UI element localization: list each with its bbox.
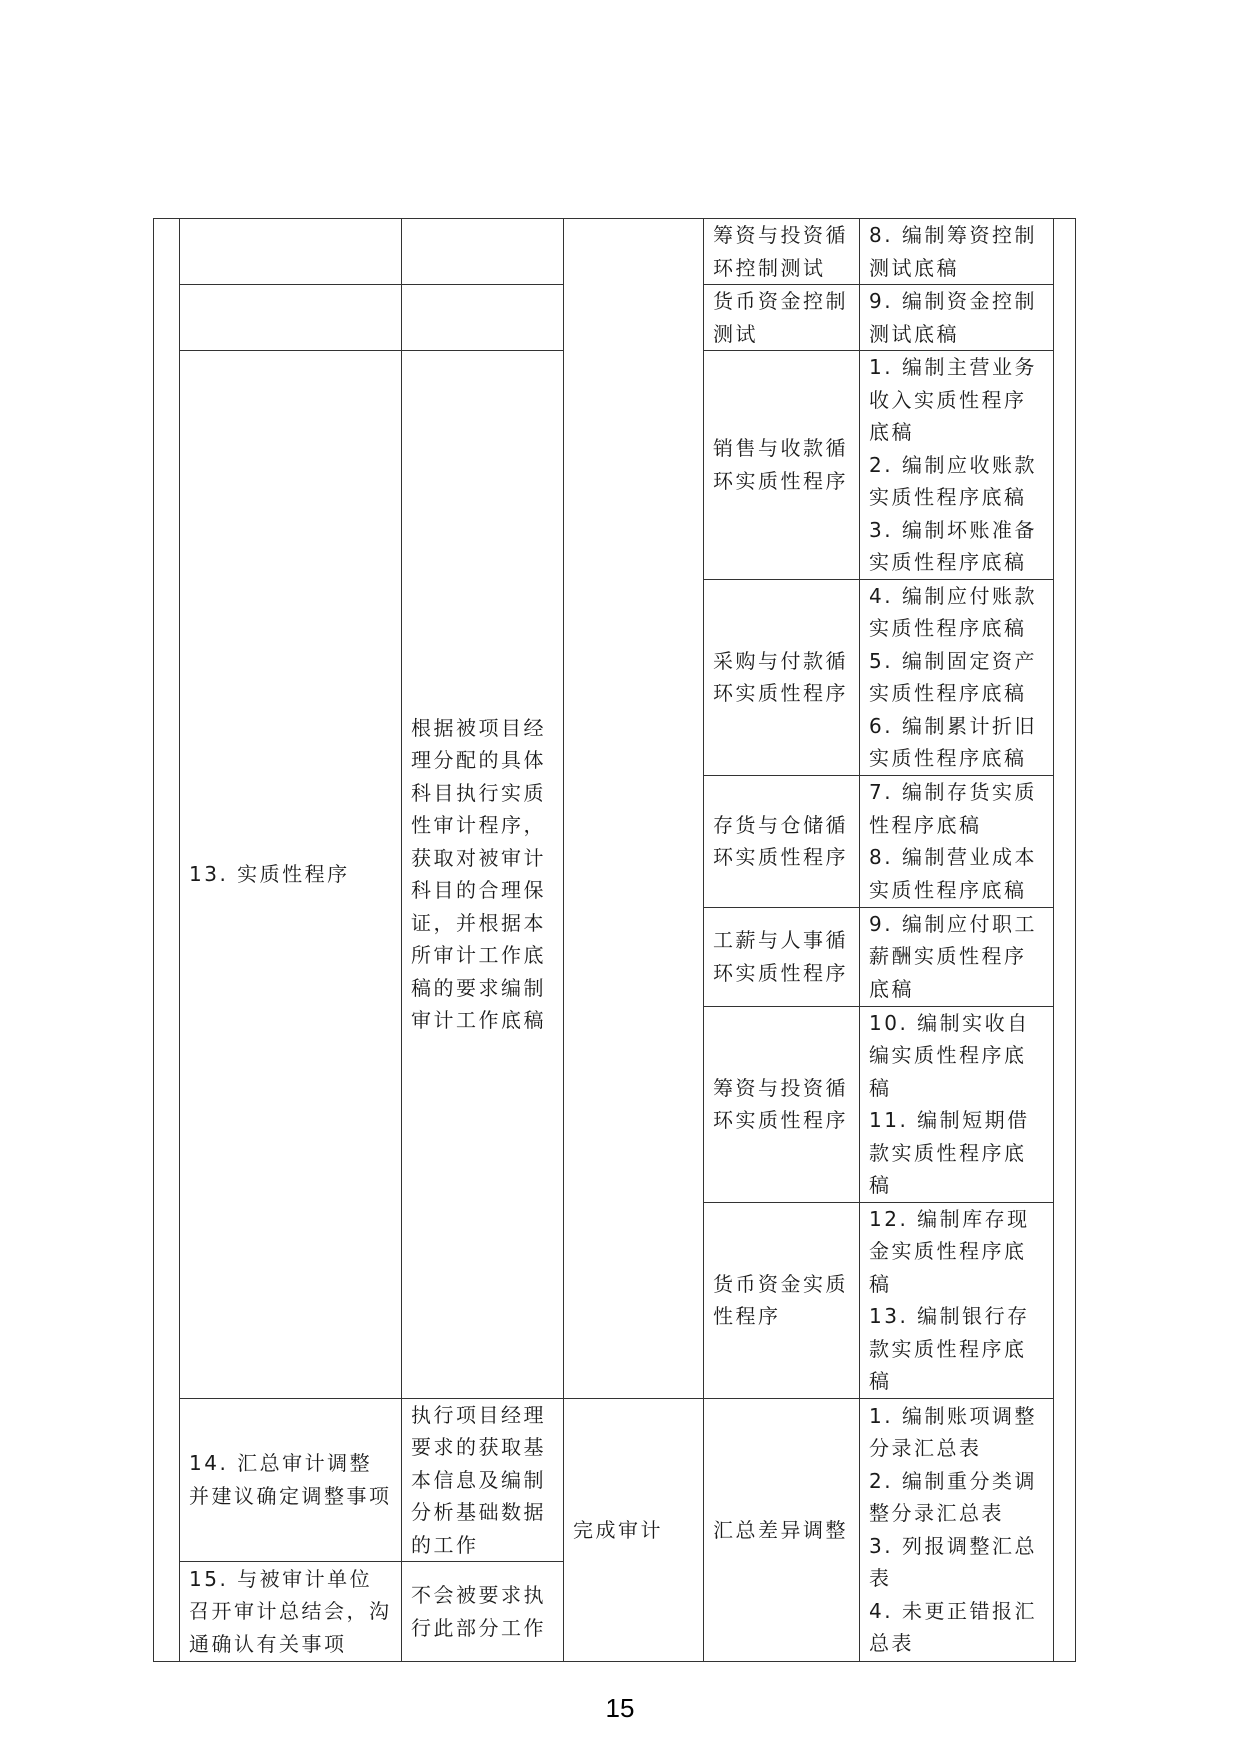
requirement-cell: [402, 219, 564, 285]
task-cell: 13. 实质性程序: [180, 351, 402, 1399]
control-cell: 汇总差异调整: [704, 1398, 860, 1662]
task-cell: 15. 与被审计单位召开审计总结会，沟通确认有关事项: [180, 1562, 402, 1662]
drafts-cell: 1. 编制主营业务收入实质性程序底稿 2. 编制应收账款实质性程序底稿 3. 编制坏账准备实质性程序底稿: [860, 351, 1054, 580]
drafts-cell: 4. 编制应付账款实质性程序底稿 5. 编制固定资产实质性程序底稿 6. 编制累计折旧实质性程序底稿: [860, 579, 1054, 775]
task-cell: [180, 219, 402, 285]
drafts-cell: 8. 编制筹资控制测试底稿: [860, 219, 1054, 285]
requirement-cell: [402, 285, 564, 351]
drafts-cell: 7. 编制存货实质性程序底稿 8. 编制营业成本实质性程序底稿: [860, 775, 1054, 907]
control-cell: 货币资金实质性程序: [704, 1202, 860, 1398]
drafts-cell: 9. 编制资金控制测试底稿: [860, 285, 1054, 351]
drafts-cell: 10. 编制实收自编实质性程序底稿 11. 编制短期借款实质性程序底稿: [860, 1006, 1054, 1202]
drafts-cell: 1. 编制账项调整分录汇总表 2. 编制重分类调整分录汇总表 3. 列报调整汇总表 4. 未更正错报汇总表: [860, 1398, 1054, 1662]
task-cell: 14. 汇总审计调整并建议确定调整事项: [180, 1398, 402, 1562]
control-cell: 货币资金控制测试: [704, 285, 860, 351]
requirement-cell: 执行项目经理要求的获取基本信息及编制分析基础数据的工作: [402, 1398, 564, 1562]
control-cell: 工薪与人事循环实质性程序: [704, 907, 860, 1006]
stage-cell: 完成审计: [564, 1398, 704, 1662]
requirement-cell: 不会被要求执行此部分工作: [402, 1562, 564, 1662]
drafts-cell: 12. 编制库存现金实质性程序底稿 13. 编制银行存款实质性程序底稿: [860, 1202, 1054, 1398]
page-number: 15: [605, 1693, 635, 1723]
table-row: [154, 1398, 1076, 1562]
right-edge-column: [1054, 219, 1076, 1662]
table-row: [154, 219, 1076, 285]
left-edge-column: [154, 219, 180, 1662]
control-cell: 采购与付款循环实质性程序: [704, 579, 860, 775]
control-cell: 销售与收款循环实质性程序: [704, 351, 860, 580]
control-cell: 筹资与投资循环实质性程序: [704, 1006, 860, 1202]
control-cell: 存货与仓储循环实质性程序: [704, 775, 860, 907]
drafts-cell: 9. 编制应付职工薪酬实质性程序底稿: [860, 907, 1054, 1006]
audit-task-table: [153, 218, 1076, 1662]
requirement-cell: 根据被项目经理分配的具体科目执行实质性审计程序，获取对被审计科目的合理保证，并根据本所审计工作底稿的要求编制审计工作底稿: [402, 351, 564, 1399]
control-cell: 筹资与投资循环控制测试: [704, 219, 860, 285]
task-cell: [180, 285, 402, 351]
stage-cell: [564, 219, 704, 1399]
